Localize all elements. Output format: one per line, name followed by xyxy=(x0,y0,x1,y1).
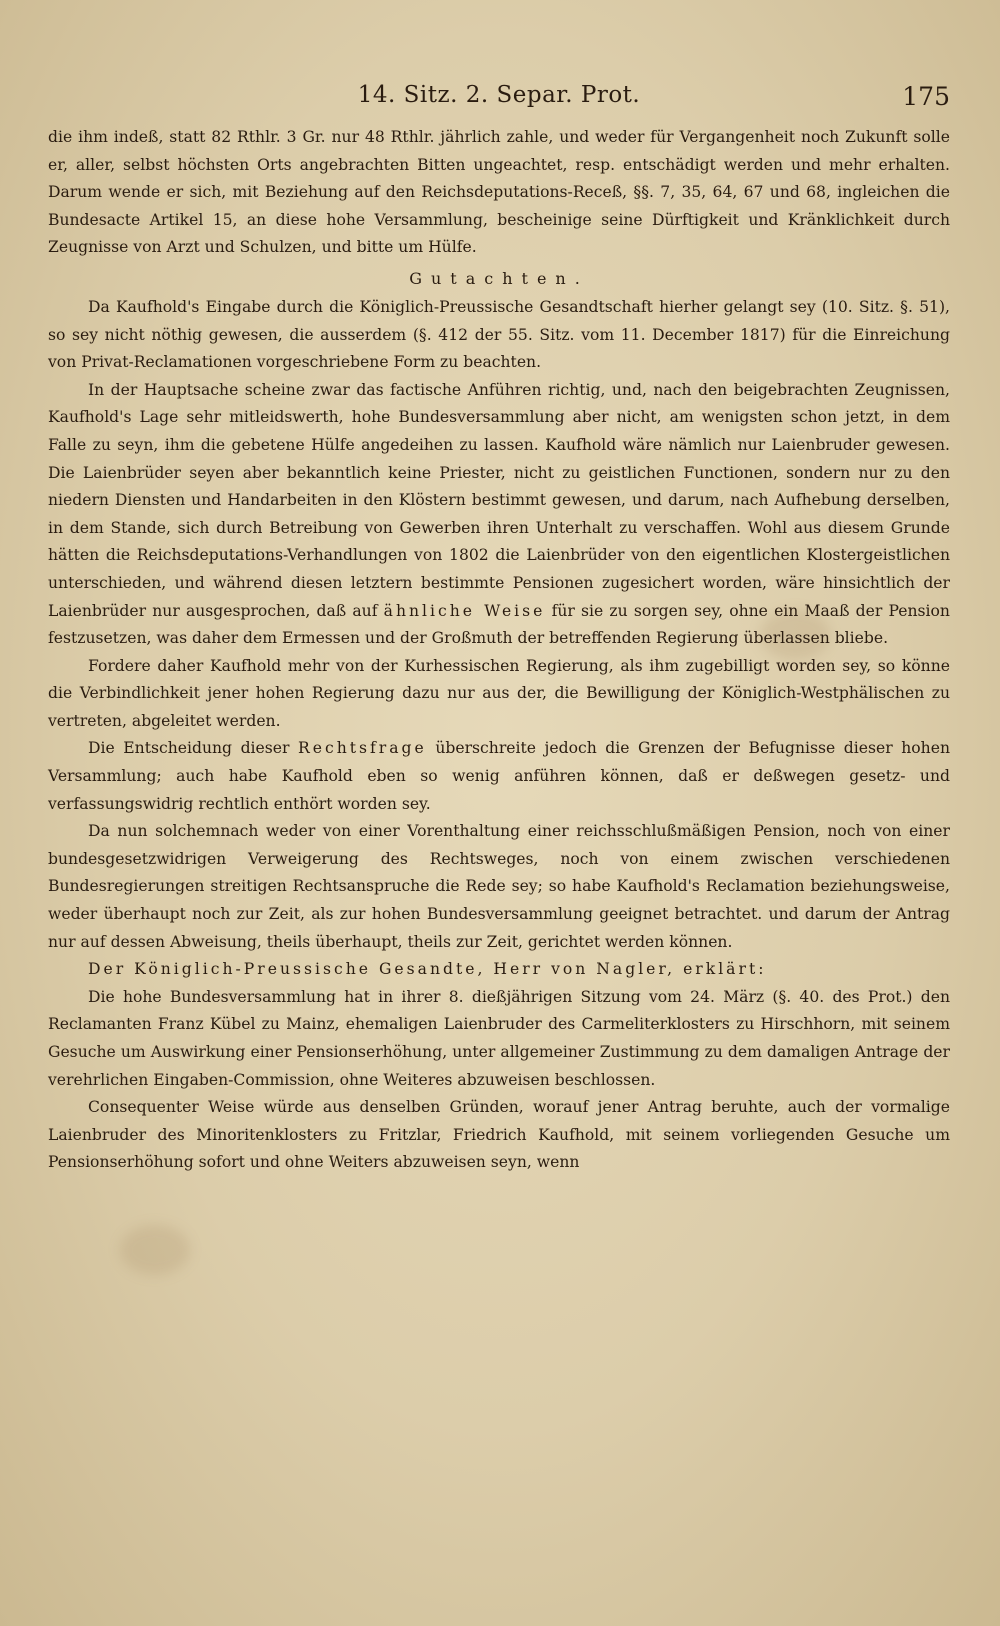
page-number: 175 xyxy=(902,82,950,111)
paragraph: Da nun solchemnach weder von einer Vorenthaltung einer reichsschlußmäßigen Pension, noch von einer bundesgesetzwidrigen Verweigerung des Rechtsweges, noch von einem zwischen verschiedenen Bundesregierungen streitigen Rechtsanspruche die Rede sey; so habe Kaufhold's Reclamation beziehungsweise, weder überhaupt noch zur Zeit, als zur hohen Bundesversammlung geeignet betrachtet. und darum der Antrag nur auf dessen Abweisung, theils überhaupt, theils zur Zeit, gerichtet werden können. xyxy=(48,822,950,951)
paragraph xyxy=(48,377,950,653)
section-heading: Gutachten. xyxy=(409,268,589,288)
text-run: überschreite jedoch die Grenzen der Befugnisse dieser hohen Versammlung; auch habe Kaufhold eben so wenig anführen können, daß er deßwegen gesetz- und verfassungswidrig rechtlich enthört worden sey. xyxy=(48,739,950,813)
text-run: für sie zu sorgen sey, ohne ein Maaß der Pension festzusetzen, was daher dem Ermessen und der Großmuth der betreffenden Regierung überlassen bliebe. xyxy=(48,601,950,648)
paragraph: Consequenter Weise würde aus denselben Gründen, worauf jener Antrag beruhte, auch der vormalige Laienbruder des Minoritenklosters zu Fritzlar, Friedrich Kaufhold, mit seinem vorliegenden Gesuche um Pensionserhöhung sofort und ohne Weiters abzuweisen seyn, wenn xyxy=(48,1098,950,1172)
running-head: 14. Sitz. 2. Separ. Prot. xyxy=(357,82,641,108)
emphasized-text: Rechtsfrage xyxy=(298,739,427,758)
paragraph: Da Kaufhold's Eingabe durch die Königlich-Preussische Gesandtschaft hierher gelangt sey (10. Sitz. §. 51), so sey nicht nöthig gewesen, die ausserdem (§. 412 der 55. Sitz. vom 11. December 1817) für die Einreichung von Privat-Reclamationen vorgeschriebene Form zu beachten. xyxy=(48,297,950,372)
text-run: In der Hauptsache scheine zwar das factische Anführen richtig, und, nach den beigebrachten Zeugnissen, Kaufhold's Lage sehr mitleidswerth, hohe Bundesversammlung aber nicht, am wenigsten schon jetzt, in dem Falle zu seyn, ihm die gebetene Hülfe angedeihen zu lassen. Kaufhold wäre nämlich nur Laienbruder gewesen. Die Laienbrüder seyen aber bekanntlich keine Priester, nicht zu geistlichen Functionen, sondern nur zu den niedern Diensten und Handarbeiten in den Klöstern bestimmt gewesen, und darum, nach Aufhebung derselben, in dem Stande, sich durch Betreibung von Gewerben ihren Unterhalt zu verschaffen. Wohl aus diesem Grunde hätten die Reichsdeputations-Verhandlungen von 1802 die Laienbrüder von den eigentlichen Klostergeistlichen unterschieden, und während diesen letztern bestimmte Pensionen zugesichert worden, wäre hinsichtlich der Laienbrüder nur ausgesprochen, daß auf xyxy=(48,380,950,620)
paragraph: Fordere daher Kaufhold mehr von der Kurhessischen Regierung, als ihm zugebilligt worden sey, so könne die Verbindlichkeit jener hohen Regierung dazu nur aus der, die Bewilligung der Königlich-Westphälischen zu vertreten, abgeleitet werden. xyxy=(48,656,950,730)
paper-stain xyxy=(120,1225,190,1275)
page-body xyxy=(48,124,950,1177)
paragraph xyxy=(48,735,950,818)
emphasized-text: ähnliche Weise xyxy=(383,601,546,620)
speaker-line: Der Königlich-Preussische Gesandte, Herr von Nagler, erklärt: xyxy=(88,960,767,979)
paragraph: Die hohe Bundesversammlung hat in ihrer 8. dießjährigen Sitzung vom 24. März (§. 40. des Prot.) den Reclamanten Franz Kübel zu Mainz, ehemaligen Laienbruder des Carmeliterklosters zu Hirschhorn, mit seinem Gesuche um Auswirkung einer Pensionserhöhung, unter allgemeiner Zustimmung zu dem damaligen Antrage der verehrlichen Eingaben-Commission, ohne Weiteres abzuweisen beschlossen. xyxy=(48,987,950,1089)
page-header xyxy=(48,82,950,118)
text-run: Die Entscheidung dieser xyxy=(88,739,290,758)
paragraph-continuation: die ihm indeß, statt 82 Rthlr. 3 Gr. nur 48 Rthlr. jährlich zahle, und weder für Vergangenheit noch Zukunft solle er, aller, selbst höchsten Orts angebrachten Bitten ungeachtet, resp. entschädigt werden und mehr erhalten. Darum wende er sich, mit Beziehung auf den Reichsdeputations-Receß, §§. 7, 35, 64, 67 und 68, ingleichen die Bundesacte Artikel 15, an diese hohe Versammlung, bescheinige seine Dürftigkeit und Kränklichkeit durch Zeugnisse von Arzt und Schulzen, und bitte um Hülfe. xyxy=(48,128,950,257)
